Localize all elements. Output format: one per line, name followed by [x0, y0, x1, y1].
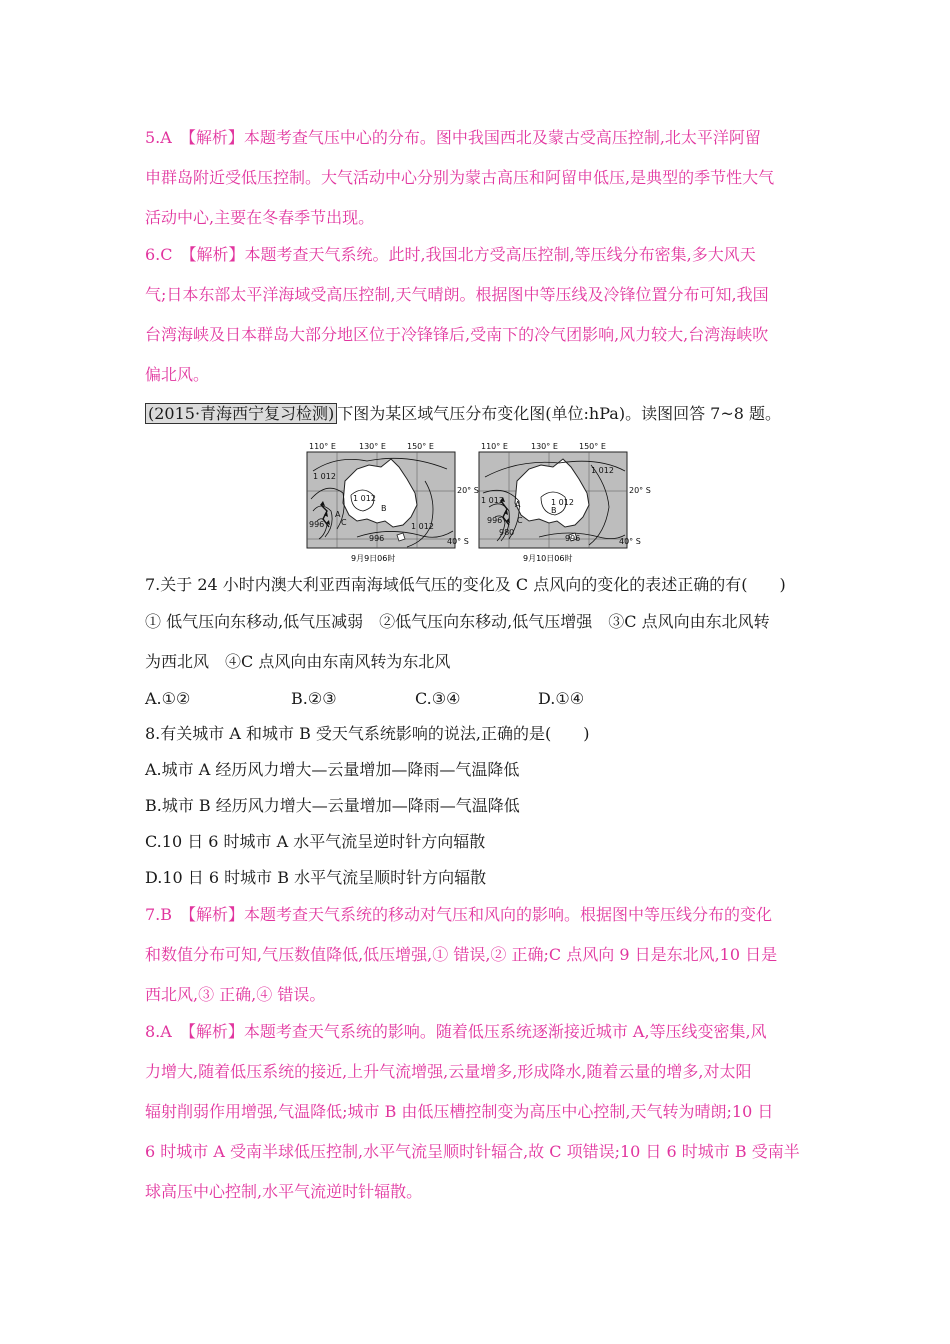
point-label: B [551, 506, 557, 515]
answer-6-line-4: 偏北风。 [145, 365, 210, 384]
isobar-label: 1 012 [481, 496, 504, 505]
map-caption: 9月9日06时 [351, 554, 396, 563]
point-label: C [341, 518, 347, 527]
answer-6-line-3: 台湾海峡及日本群岛大部分地区位于冷锋锋后,受南下的冷气团影响,风力较大,台湾海峡吹 [145, 325, 769, 344]
answer-7-line-1: 7.B 【解析】本题考查天气系统的移动对气压和风向的影响。根据图中等压线分布的变化 [145, 905, 773, 924]
question-7-options-line-1: ① 低气压向东移动,低气压减弱 ②低气压向东移动,低气压增强 ③C 点风向由东北风转 [145, 612, 770, 631]
choice-d[interactable]: D.①④ [538, 689, 585, 708]
pressure-map-sep-9 [307, 441, 479, 567]
point-label: A [335, 510, 341, 519]
choice-b[interactable]: B.②③ [291, 689, 337, 708]
answer-8-line-5: 球高压中心控制,水平气流逆时针辐散。 [145, 1182, 423, 1201]
isobar-label: 1 012 [313, 472, 336, 481]
answer-7-line-3: 西北风,③ 正确,④ 错误。 [145, 985, 326, 1004]
answer-8-line-2: 力增大,随着低压系统的接近,上升气流增强,云量增多,形成降水,随着云量的增多,对太阳 [145, 1062, 752, 1081]
choice-a[interactable]: A.①② [145, 689, 191, 708]
lon-label: 110° E [309, 442, 336, 451]
question-8-stem: 8.有关城市 A 和城市 B 受天气系统影响的说法,正确的是( ) [145, 724, 590, 743]
lat-label: 40° S [447, 537, 469, 546]
question-7-options-line-2: 为西北风 ④C 点风向由东南风转为东北风 [145, 652, 451, 671]
lat-label: 40° S [619, 537, 641, 546]
question-8-choice-c[interactable]: C.10 日 6 时城市 A 水平气流呈逆时针方向辐散 [145, 832, 486, 851]
isobar-label: 1 012 [551, 498, 574, 507]
isobar-label: 996 [369, 534, 385, 543]
lat-label: 20° S [629, 486, 651, 495]
choice-c[interactable]: C.③④ [415, 689, 461, 708]
intro-text: 下图为某区域气压分布变化图(单位:hPa)。读图回答 7~8 题。 [337, 404, 782, 423]
lon-label: 130° E [359, 442, 386, 451]
answer-5-line-1: 5.A 【解析】本题考查气压中心的分布。图中我国西北及蒙古受高压控制,北太平洋阿留 [145, 128, 761, 147]
isobar-label: 1 012 [411, 522, 434, 531]
isobar-label: 996 [309, 520, 325, 529]
lat-label: 20° S [457, 486, 479, 495]
answer-8-line-4: 6 时城市 A 受南半球低压控制,水平气流呈顺时针辐合,故 C 项错误;10 日 6 时城市 B 受南半 [145, 1142, 800, 1161]
point-label: C [517, 516, 523, 525]
lon-label: 150° E [407, 442, 434, 451]
isobar-label: 1 012 [591, 466, 614, 475]
question-8-choice-b[interactable]: B.城市 B 经历风力增大—云量增加—降雨—气温降低 [145, 796, 520, 815]
question-8-choice-a[interactable]: A.城市 A 经历风力增大—云量增加—降雨—气温降低 [145, 760, 520, 779]
answer-8-line-3: 辐射削弱作用增强,气温降低;城市 B 由低压槽控制变为高压中心控制,天气转为晴朗;10 日 [145, 1102, 774, 1121]
answer-5-line-3: 活动中心,主要在冬春季节出现。 [145, 208, 375, 227]
answer-5-line-2: 申群岛附近受低压控制。大气活动中心分别为蒙古高压和阿留申低压,是典型的季节性大气 [145, 168, 775, 187]
point-label: B [381, 504, 387, 513]
map-caption: 9月10日06时 [523, 554, 573, 563]
answer-6-line-2: 气;日本东部太平洋海域受高压控制,天气晴朗。根据图中等压线及冷锋位置分布可知,我国 [145, 285, 769, 304]
question-intro [145, 403, 815, 425]
question-8-choice-d[interactable]: D.10 日 6 时城市 B 水平气流呈顺时针方向辐散 [145, 868, 487, 887]
isobar-label: 996 [565, 534, 581, 543]
answer-7-line-2: 和数值分布可知,气压数值降低,低压增强,① 错误,② 正确;C 点风向 9 日是东北风,10 日是 [145, 945, 778, 964]
answer-6-line-1: 6.C 【解析】本题考查天气系统。此时,我国北方受高压控制,等压线分布密集,多大风天 [145, 245, 756, 264]
pressure-maps [307, 441, 651, 567]
source-tag: (2015·青海西宁复习检测) [145, 403, 337, 424]
lon-label: 130° E [531, 442, 558, 451]
point-label: A [515, 500, 521, 509]
question-7-stem: 7.关于 24 小时内澳大利亚西南海域低气压的变化及 C 点风向的变化的表述正确的有( ) [145, 575, 786, 594]
isobar-label: 996 [487, 516, 503, 525]
isobar-label: 980 [499, 528, 515, 537]
lon-label: 150° E [579, 442, 606, 451]
lon-label: 110° E [481, 442, 508, 451]
isobar-label: 1 012 [353, 494, 376, 503]
pressure-map-sep-10 [479, 441, 651, 567]
answer-8-line-1: 8.A 【解析】本题考查天气系统的影响。随着低压系统逐渐接近城市 A,等压线变密集,风 [145, 1022, 767, 1041]
